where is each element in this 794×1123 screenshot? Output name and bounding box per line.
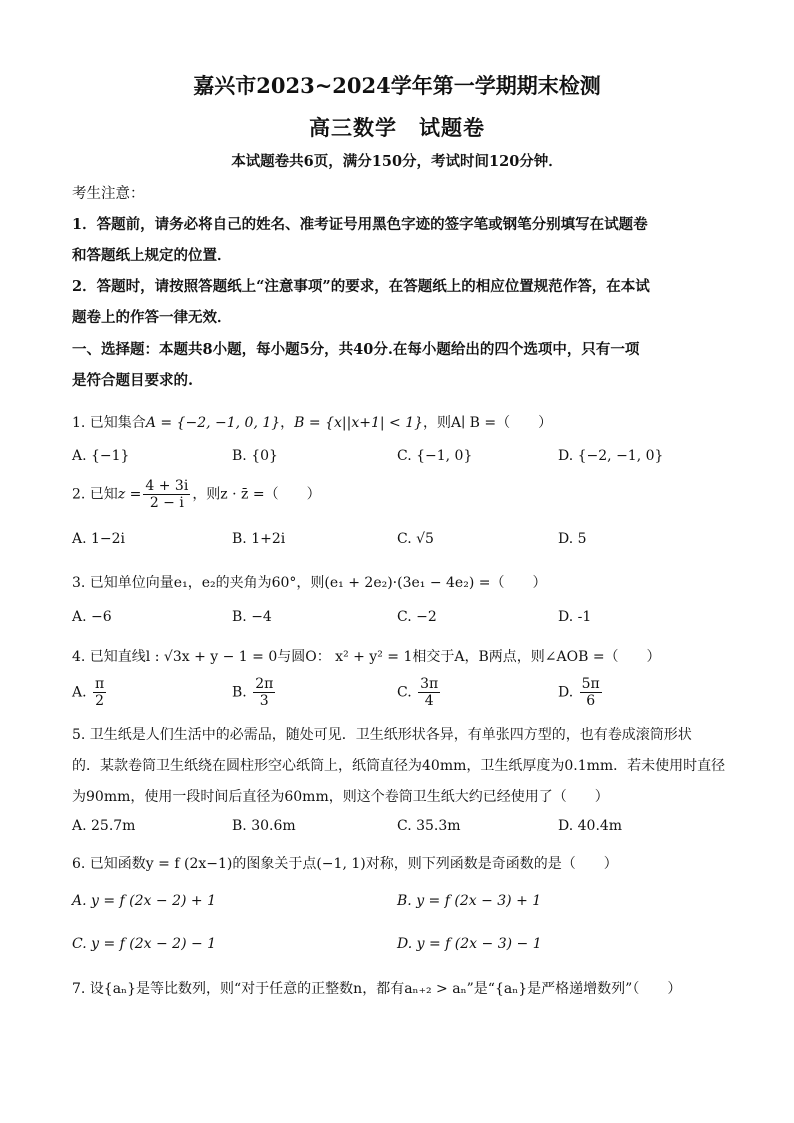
q2-z: z =: [117, 486, 142, 503]
q1-sep: ，: [280, 415, 295, 431]
q2-denominator: 2 − i: [149, 495, 184, 511]
q3-option-b: B. −4: [232, 609, 272, 625]
exam-subtitle: 高三数学 试题卷: [309, 115, 485, 140]
question-1: [72, 412, 552, 432]
q2-numerator: 4 + 3i: [145, 478, 189, 494]
q4-option-b: [232, 676, 277, 709]
q4-option-b-den: 3: [259, 693, 269, 709]
q4-option-a-fraction: [93, 676, 106, 709]
q4-option-c-den: 4: [424, 693, 434, 709]
question-4: 4. 已知直线l : √3x + y − 1 = 0与圆O： x² + y² = 1相交于A，B两点，则∠AOB =（ ）: [72, 649, 661, 665]
q4-option-b-num: 2π: [255, 676, 274, 692]
q5-option-b: B. 30.6m: [232, 818, 296, 834]
q1-option-a: A. {−1}: [72, 448, 130, 464]
question-6: 6. 已知函数y = f (2x−1)的图象关于点(−1, 1)对称，则下列函数是奇函数的是（ ）: [72, 856, 618, 872]
section1-line1: 一、选择题：本题共8小题，每小题5分，共40分.在每小题给出的四个选项中，只有一项: [72, 341, 640, 358]
q2-option-c: C. √5: [397, 531, 434, 547]
q4-option-d-den: 6: [586, 693, 596, 709]
q4-option-d-label: D.: [558, 684, 574, 701]
q6-option-a: A. y = f (2x − 2) + 1: [72, 893, 216, 909]
q4-option-c-num: 3π: [420, 676, 439, 692]
question-3: 3. 已知单位向量e₁，e₂的夹角为60°，则(e₁ + 2e₂)·(3e₁ − 4e₂) =（ ）: [72, 575, 547, 591]
q4-option-a: [72, 676, 108, 709]
question-5-line1: 5. 卫生纸是人们生活中的必需品，随处可见．卫生纸形状各异，有单张四方型的，也有卷成滚筒形状: [72, 727, 692, 743]
exam-title: 嘉兴市2023~2024学年第一学期期末检测: [193, 73, 601, 98]
q1-option-c: C. {−1, 0}: [397, 448, 473, 464]
q4-option-d-num: 5π: [581, 676, 600, 692]
notice-item1-line1: 1．答题前，请务必将自己的姓名、准考证号用黑色字迹的签字笔或钢笔分别填写在试题卷: [72, 216, 648, 233]
q1-prefix: 1. 已知集合: [72, 415, 146, 431]
q4-option-b-label: B.: [232, 684, 247, 701]
section1-line2: 是符合题目要求的.: [72, 372, 194, 389]
question-5-line2: 的．某款卷筒卫生纸绕在圆柱形空心纸筒上，纸筒直径为40mm，卫生纸厚度为0.1mm．若未使用时直径: [72, 758, 726, 774]
q4-option-d-fraction: [580, 676, 602, 709]
q3-option-d: D. -1: [558, 609, 592, 625]
q4-option-b-fraction: [253, 676, 275, 709]
exam-info: 本试题卷共6页，满分150分，考试时间120分钟．: [231, 153, 563, 170]
q2-fraction: [143, 478, 190, 511]
q3-option-c: C. −2: [397, 609, 437, 625]
question-2: [72, 478, 321, 511]
q4-option-c-label: C.: [397, 684, 412, 701]
q4-option-c-fraction: [418, 676, 440, 709]
q5-option-c: C. 35.3m: [397, 818, 461, 834]
q5-option-a: A. 25.7m: [72, 818, 136, 834]
q1-option-b: B. {0}: [232, 448, 278, 464]
q1-option-d: D. {−2, −1, 0}: [558, 448, 664, 464]
q3-option-a: A. −6: [72, 609, 112, 625]
notice-item2-line1: 2．答题时，请按照答题纸上“注意事项”的要求，在答题纸上的相应位置规范作答，在本试: [72, 278, 650, 295]
q4-option-a-den: 2: [95, 693, 105, 709]
notice-item1-line2: 和答题纸上规定的位置．: [72, 247, 232, 264]
q2-option-d: D. 5: [558, 531, 587, 547]
q4-option-a-num: π: [95, 676, 105, 692]
q1-setA: A = {−2, −1, 0, 1}: [145, 415, 281, 431]
q6-option-d: D. y = f (2x − 3) − 1: [397, 936, 542, 952]
q2-option-b: B. 1+2i: [232, 531, 286, 547]
q4-option-d: [558, 676, 604, 709]
q2-prefix: 2. 已知: [72, 486, 118, 503]
q2-option-a: A. 1−2i: [72, 531, 126, 547]
q1-suffix: ，则A∣ B =（ ）: [423, 415, 553, 431]
question-7: 7. 设{aₙ}是等比数列，则“对于任意的正整数n，都有aₙ₊₂ > aₙ”是“{aₙ}是严格递增数列”（ ）: [72, 981, 682, 997]
q2-suffix: ，则z · z̄ =（ ）: [192, 486, 321, 503]
q6-option-b: B. y = f (2x − 3) + 1: [397, 893, 542, 909]
q4-option-a-label: A.: [72, 684, 87, 701]
notice-heading: 考生注意：: [72, 186, 145, 202]
q6-option-c: C. y = f (2x − 2) − 1: [72, 936, 217, 952]
q4-option-c: [397, 676, 442, 709]
question-5-line3: 为90mm，使用一段时间后直径为60mm，则这个卷筒卫生纸大约已经使用了（ ）: [72, 789, 609, 805]
notice-item2-line2: 题卷上的作答一律无效．: [72, 309, 232, 326]
q1-setB: B = {x||x+1| < 1}: [294, 415, 424, 431]
q5-option-d: D. 40.4m: [558, 818, 623, 834]
